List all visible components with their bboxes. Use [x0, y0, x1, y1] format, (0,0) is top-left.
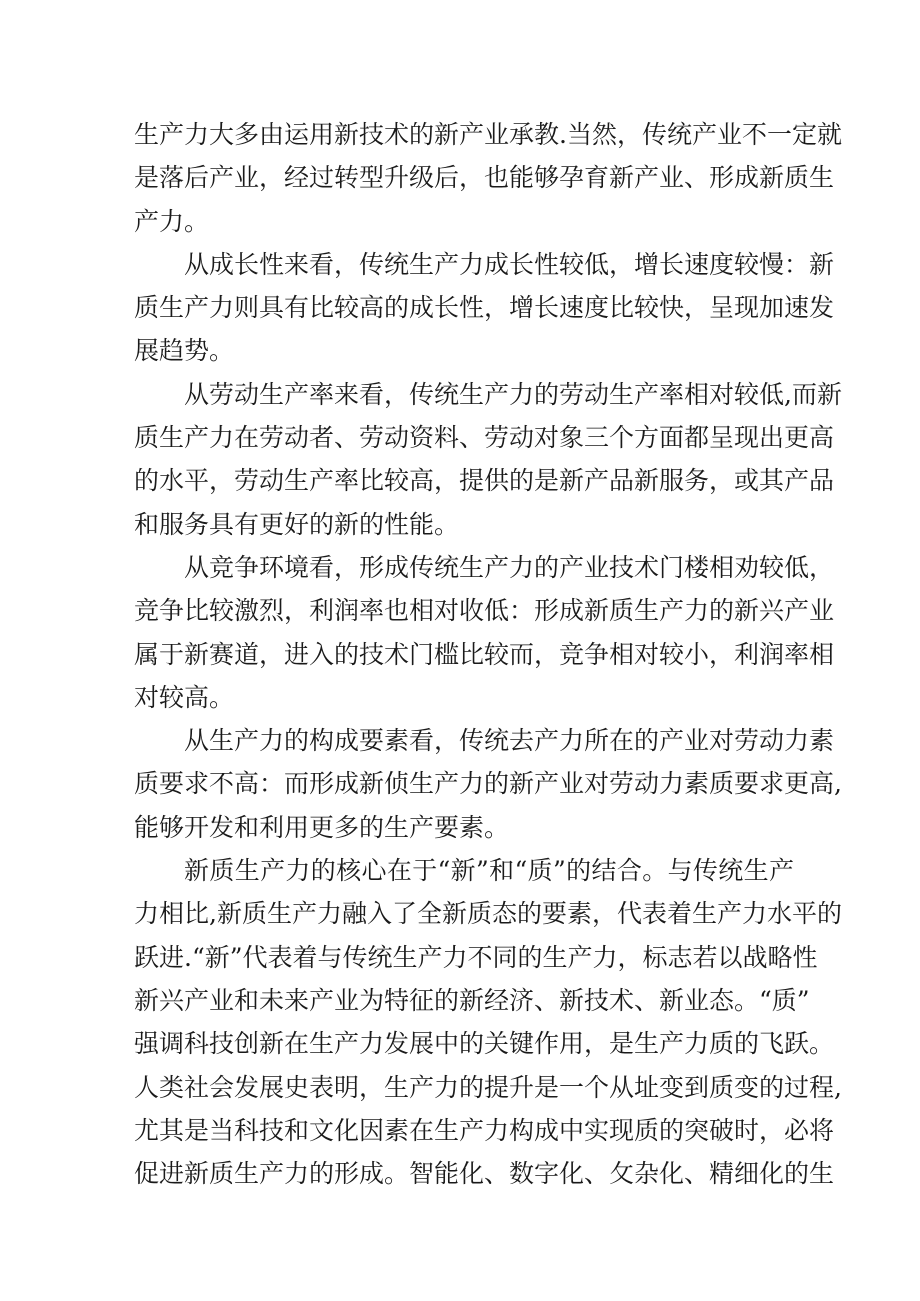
text-line: 促进新质生产力的形成。智能化、数字化、攵杂化、精细化的生	[134, 1159, 835, 1189]
text-line: 质要求不高：而形成新侦生产力的新产业对劳动力素质要求更高,	[134, 769, 842, 799]
text-line: 生产力大多由运用新技术的新产业承教.当然，传统产业不一定就	[134, 120, 842, 149]
paragraph	[134, 849, 842, 1195]
text-line: 质生产力在劳动者、劳动资料、劳动对象三个方面都呈现出更高	[134, 423, 835, 453]
text-line: 展趋势。	[134, 336, 235, 366]
text-line: 是落后产业，经过转型升级后，也能够孕育新产业、形成新质生	[134, 163, 835, 193]
text-line: 竞争比较激烈，利润率也相对收低：形成新质生产力的新兴产业	[134, 596, 835, 626]
text-line: 力相比,新质生产力融入了全新质态的要素，代表着生产力水平的	[134, 899, 842, 929]
text-line: 从竞争环境看，形成传统生产力的产业技术门楼相劝较低，	[184, 552, 835, 582]
text-line: 从成长性来看，传统生产力成长性较低，增长速度较慢：新	[184, 249, 835, 279]
text-line: 的水平，劳动生产率比较高，提供的是新产品新服务，或其产品	[134, 466, 835, 496]
paragraph	[134, 243, 835, 373]
text-line: 新兴产业和未来产业为特征的新经济、新技术、新业态。“质”	[134, 985, 810, 1015]
text-line: 新质生产力的核心在于“新”和“质”的结合。与传统生产	[184, 856, 794, 886]
text-line: 对较高。	[134, 682, 235, 712]
text-line: 能够开发和利用更多的生产要素。	[134, 812, 510, 842]
text-line: 强调科技创新在生产力发展中的关键作用，是生产力质的飞跃。	[134, 1029, 835, 1059]
paragraph	[134, 113, 842, 243]
text-line: 从劳动生产率来看，传统生产力的劳动生产率相对较低,而新	[184, 379, 842, 409]
text-line: 从生产力的构成要素看，传统去产力所在的产业对劳动力素	[184, 726, 835, 756]
paragraph	[134, 373, 842, 546]
text-line: 尤其是当科技和文化因素在生产力构成中实现质的突破时，必将	[134, 1115, 835, 1145]
text-line: 和服务具有更好的新的性能。	[134, 509, 460, 539]
text-line: 属于新赛道，进入的技术门槛比较而，竞争相对较小，利润率相	[134, 639, 835, 669]
text-line: 跃进.“新”代表着与传统生产力不同的生产力，标志若以战略性	[134, 942, 818, 972]
text-line: 人类社会发展史表明，生产力的提升是一个从址变到质变的过程,	[134, 1072, 842, 1102]
paragraph	[134, 546, 835, 719]
document-body	[134, 113, 842, 1195]
text-line: 质生产力则具有比较高的成长性，增长速度比较快，呈现加速发	[134, 293, 835, 323]
text-line: 产力。	[134, 206, 210, 236]
paragraph	[134, 719, 842, 849]
